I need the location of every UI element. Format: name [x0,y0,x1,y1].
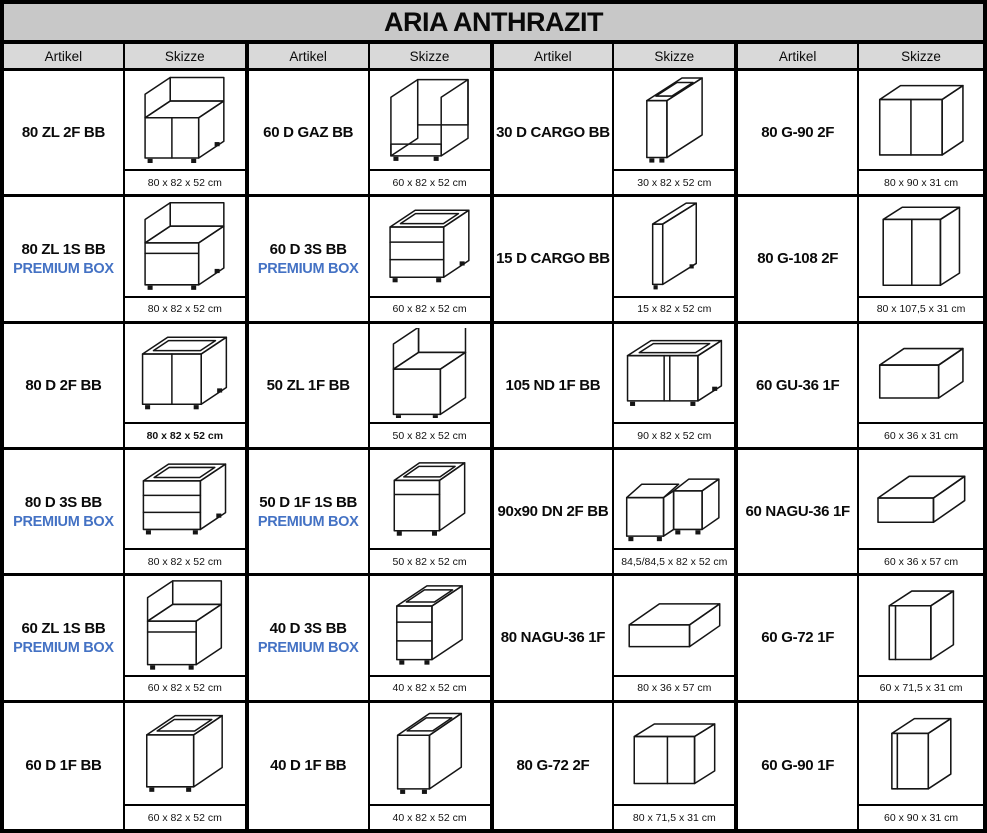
dimensions-label: 80 x 36 x 57 cm [614,675,734,700]
article-code: 60 ZL 1S BB [21,619,106,637]
skizze-cell [125,324,249,450]
skizze-cell [859,703,983,829]
corner-l-base-cabinet-sketch [620,454,729,545]
skizze-cell [614,197,738,323]
dimensions-label: 40 x 82 x 52 cm [370,804,490,829]
artikel-cell [738,197,859,323]
artikel-cell [4,703,125,829]
premium-box-label: PREMIUM BOX [13,260,114,277]
header-cell-artikel: Artikel [494,44,615,71]
article-code: 60 G-72 1F [761,629,835,647]
sink-base-drawer-cabinet-sketch [130,201,239,292]
sketch-area [370,197,490,295]
sketch-area [859,576,983,674]
header-cell-skizze: Skizze [859,44,983,71]
premium-box-label: PREMIUM BOX [13,513,114,530]
article-code: 60 NAGU-36 1F [745,503,850,521]
artikel-cell [738,324,859,450]
top-box-cabinet-sketch [865,328,978,419]
dimensions-label: 60 x 36 x 31 cm [859,422,983,447]
tall-wall-cabinet-2-door-sketch [865,201,978,292]
skizze-cell [859,450,983,576]
dimensions-label: 90 x 82 x 52 cm [614,422,734,447]
artikel-cell [249,197,370,323]
article-code: 80 G-108 2F [757,250,839,268]
skizze-cell [614,71,738,197]
dimensions-label: 40 x 82 x 52 cm [370,675,490,700]
sketch-area [859,450,983,548]
base-cabinet-1-door-sketch [375,707,484,800]
artikel-cell [249,576,370,702]
article-code: 80 G-72 2F [516,757,590,775]
dimensions-label: 50 x 82 x 52 cm [370,422,490,447]
sketch-area [614,450,734,548]
skizze-cell [859,197,983,323]
wall-cabinet-2-door-sketch [865,75,978,166]
article-code: 90x90 DN 2F BB [497,503,609,521]
dimensions-label: 15 x 82 x 52 cm [614,296,734,321]
dimensions-label: 80 x 82 x 52 cm [125,169,245,194]
corner-base-cabinet-sketch [620,328,729,419]
premium-box-label: PREMIUM BOX [257,260,359,277]
header-cell-skizze: Skizze [125,44,249,71]
skizze-cell [614,576,738,702]
dimensions-label: 80 x 107,5 x 31 cm [859,296,983,321]
sketch-area [614,576,734,674]
skizze-cell [370,197,494,323]
artikel-cell [249,703,370,829]
skizze-cell [125,576,249,702]
artikel-cell [494,576,615,702]
article-code: 80 ZL 1S BB [21,240,106,258]
artikel-cell [494,703,615,829]
dimensions-label: 60 x 71,5 x 31 cm [859,675,983,700]
article-code: 80 D 3S BB [24,493,102,511]
dimensions-label: 50 x 82 x 52 cm [370,548,490,573]
artikel-cell [738,71,859,197]
header-cell-artikel: Artikel [4,44,125,71]
wall-cabinet-1-door-sketch [865,707,978,800]
sketch-area [859,71,983,169]
cargo-panel-cabinet-sketch [620,201,729,292]
sink-base-drawer-cabinet-sketch [130,580,239,671]
cargo-base-cabinet-sketch [620,75,729,166]
skizze-cell [125,71,249,197]
article-code: 40 D 3S BB [269,619,347,637]
skizze-cell [370,576,494,702]
sketch-area [614,703,734,804]
skizze-cell [125,703,249,829]
header-row [4,44,983,71]
skizze-cell [859,324,983,450]
article-code: 80 G-90 2F [761,124,835,142]
article-code: 40 D 1F BB [270,757,347,775]
skizze-cell [370,71,494,197]
sketch-area [370,576,490,674]
header-cell-skizze: Skizze [614,44,738,71]
artikel-cell [4,197,125,323]
premium-box-label: PREMIUM BOX [13,639,114,656]
sketch-area [859,324,983,422]
artikel-cell [494,197,615,323]
dimensions-label: 60 x 90 x 31 cm [859,804,983,829]
article-code: 30 D CARGO BB [496,124,610,142]
skizze-cell [370,324,494,450]
base-cabinet-2-door-sketch [130,328,239,419]
artikel-cell [249,450,370,576]
low-box-cabinet-sketch [865,454,978,545]
page-title: ARIA ANTHRAZIT [4,4,983,44]
sink-base-cabinet-sketch [375,328,484,419]
sketch-area [125,197,245,295]
sketch-area [614,71,734,169]
article-code: 80 D 2F BB [25,376,102,394]
article-code: 60 GU-36 1F [755,376,840,394]
artikel-cell [494,450,615,576]
sketch-area [125,324,245,422]
wall-cabinet-1-door-sketch [865,580,978,671]
article-code: 50 D 1F 1S BB [259,493,358,511]
dimensions-label: 80 x 90 x 31 cm [859,169,983,194]
artikel-cell [494,324,615,450]
base-cabinet-1-door-sketch [130,707,239,800]
sketch-area [370,703,490,804]
sketch-area [859,703,983,804]
sink-base-cabinet-sketch [130,75,239,166]
article-code: 60 D 1F BB [25,757,102,775]
door-drawer-base-cabinet-sketch [375,454,484,545]
artikel-cell [738,703,859,829]
dimensions-label: 60 x 82 x 52 cm [125,675,245,700]
dimensions-label: 80 x 82 x 52 cm [125,296,245,321]
skizze-cell [859,576,983,702]
article-code: 50 ZL 1F BB [266,376,350,394]
sketch-area [370,324,490,422]
skizze-cell [370,703,494,829]
sketch-area [125,703,245,804]
header-cell-skizze: Skizze [370,44,494,71]
artikel-cell [494,71,615,197]
skizze-cell [614,324,738,450]
skizze-cell [859,71,983,197]
sketch-area [125,450,245,548]
article-code: 105 ND 1F BB [505,376,601,394]
oven-base-cabinet-sketch [375,75,484,166]
article-code: 60 D 3S BB [269,240,347,258]
sketch-area [125,71,245,169]
skizze-cell [614,703,738,829]
artikel-cell [4,576,125,702]
dimensions-label: 84,5/84,5 x 82 x 52 cm [614,548,734,573]
article-code: 60 D GAZ BB [263,124,354,142]
sketch-area [859,197,983,295]
artikel-cell [738,450,859,576]
dimensions-label: 30 x 82 x 52 cm [614,169,734,194]
drawer-base-cabinet-sketch [375,201,484,292]
sketch-area [614,197,734,295]
dimensions-label: 80 x 82 x 52 cm [125,422,245,447]
sketch-area [125,576,245,674]
header-cell-artikel: Artikel [738,44,859,71]
header-cell-artikel: Artikel [249,44,370,71]
dimensions-label: 60 x 82 x 52 cm [370,169,490,194]
skizze-cell [370,450,494,576]
skizze-cell [614,450,738,576]
artikel-cell [249,324,370,450]
skizze-cell [125,197,249,323]
sketch-area [614,324,734,422]
dimensions-label: 60 x 82 x 52 cm [370,296,490,321]
premium-box-label: PREMIUM BOX [257,639,359,656]
wall-cabinet-2-door-sketch [620,707,729,800]
sketch-area [370,71,490,169]
drawer-base-cabinet-sketch [130,454,239,545]
article-code: 80 ZL 2F BB [21,124,105,142]
article-code: 15 D CARGO BB [496,250,610,268]
catalog-body [4,71,983,829]
artikel-cell [738,576,859,702]
article-code: 80 NAGU-36 1F [500,629,606,647]
artikel-cell [4,324,125,450]
premium-box-label: PREMIUM BOX [257,513,359,530]
artikel-cell [249,71,370,197]
sketch-area [370,450,490,548]
dimensions-label: 60 x 36 x 57 cm [859,548,983,573]
dimensions-label: 80 x 82 x 52 cm [125,548,245,573]
skizze-cell [125,450,249,576]
article-code: 60 G-90 1F [761,757,835,775]
dimensions-label: 60 x 82 x 52 cm [125,804,245,829]
artikel-cell [4,71,125,197]
low-box-cabinet-sketch [620,580,729,671]
artikel-cell [4,450,125,576]
drawer-base-cabinet-sketch [375,580,484,671]
dimensions-label: 80 x 71,5 x 31 cm [614,804,734,829]
